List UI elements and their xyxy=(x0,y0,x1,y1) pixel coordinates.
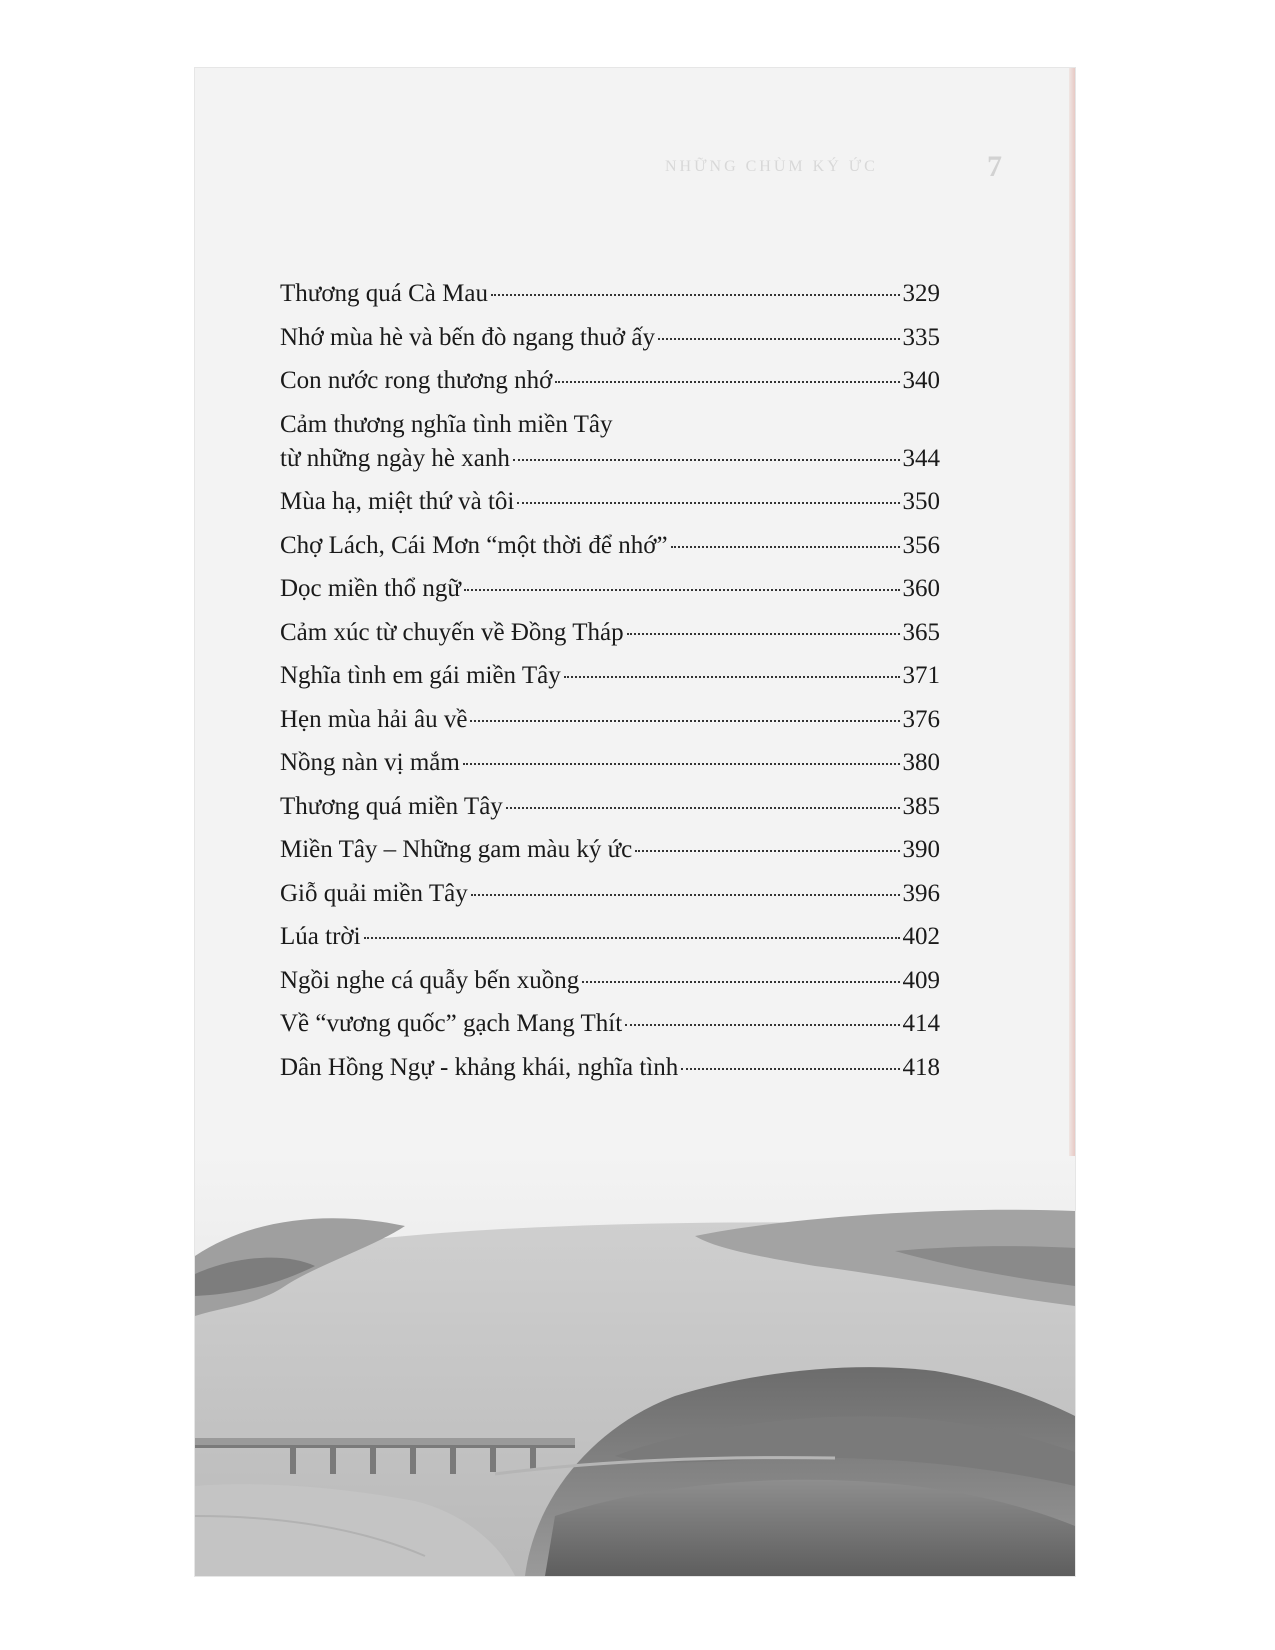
toc-entry xyxy=(280,365,940,397)
toc-entry-page: 350 xyxy=(902,488,940,515)
book-page xyxy=(195,68,1075,1576)
dot-leader xyxy=(464,589,900,591)
toc-entry-title: Hẹn mùa hải âu về xyxy=(280,705,468,733)
toc-entry xyxy=(280,322,940,354)
toc-entry-page: 390 xyxy=(902,836,940,863)
toc-entry-title-line2: từ những ngày hè xanh xyxy=(280,444,510,472)
toc-entry-title: Nghĩa tình em gái miền Tây xyxy=(280,662,561,689)
toc-entry-title: Ngồi nghe cá quẫy bến xuồng xyxy=(280,966,580,994)
toc-entry xyxy=(280,791,940,823)
toc-entry xyxy=(280,573,940,605)
toc-entry xyxy=(280,965,940,997)
toc-entry-title: Cảm xúc từ chuyến về Đồng Tháp xyxy=(280,618,624,646)
toc-entry-page: 335 xyxy=(902,323,940,351)
toc-entry xyxy=(280,747,940,779)
toc-entry-title: Miền Tây – Những gam màu ký ức xyxy=(280,836,633,863)
dot-leader xyxy=(564,676,900,678)
dot-leader xyxy=(470,720,899,722)
toc-entry-title-continued xyxy=(280,443,940,475)
toc-entry-page: 360 xyxy=(902,575,940,602)
toc-entry-title: Nhớ mùa hè và bến đò ngang thuở ấy xyxy=(280,323,655,351)
dot-leader xyxy=(463,763,900,765)
toc-entry xyxy=(280,1008,940,1040)
toc-entry-title: Thương quá miền Tây xyxy=(280,792,503,820)
toc-entry xyxy=(280,834,940,866)
toc-entry-page: 371 xyxy=(902,662,940,689)
toc-entry-page: 409 xyxy=(902,966,940,994)
dot-leader xyxy=(671,546,900,548)
toc-entry-page: 329 xyxy=(902,280,940,307)
dot-leader xyxy=(471,894,900,896)
toc-entry-page: 344 xyxy=(902,444,940,472)
dot-leader xyxy=(625,1024,899,1026)
dot-leader xyxy=(681,1068,899,1070)
toc-entry-page: 418 xyxy=(902,1053,940,1081)
toc-entry-title: Chợ Lách, Cái Mơn “một thời để nhớ” xyxy=(280,531,668,559)
toc-entry xyxy=(280,409,940,475)
toc-entry xyxy=(280,921,940,953)
toc-entry xyxy=(280,617,940,649)
toc-entry xyxy=(280,704,940,736)
toc-entry xyxy=(280,660,940,692)
toc-entry-title: Lúa trời xyxy=(280,923,361,950)
toc-entry-page: 396 xyxy=(902,879,940,907)
running-header: NHỮNG CHÙM KÝ ỨC xyxy=(665,158,878,175)
toc-entry-title: Về “vương quốc” gạch Mang Thít xyxy=(280,1010,623,1037)
toc-entry-title: Cảm thương nghĩa tình miền Tây xyxy=(280,410,613,438)
toc-entry-page: 402 xyxy=(902,923,940,950)
toc-entry-page: 340 xyxy=(902,367,940,394)
toc-entry-title: Mùa hạ, miệt thứ và tôi xyxy=(280,488,515,515)
dot-leader xyxy=(635,850,899,852)
dot-leader xyxy=(506,807,900,809)
dot-leader xyxy=(364,937,900,939)
toc-entry xyxy=(280,530,940,562)
toc-entry-page: 380 xyxy=(902,749,940,776)
toc-entry-title: Dọc miền thổ ngữ xyxy=(280,575,461,602)
toc-entry-page: 414 xyxy=(902,1010,940,1037)
toc-entry-page: 376 xyxy=(902,705,940,733)
dot-leader xyxy=(582,981,899,983)
river-landscape-image xyxy=(195,1156,1075,1576)
toc-entry-title: Dân Hồng Ngự - khảng khái, nghĩa tình xyxy=(280,1053,679,1081)
dot-leader xyxy=(627,633,900,635)
dot-leader xyxy=(517,502,899,504)
dot-leader xyxy=(491,294,900,296)
toc-entry-title: Thương quá Cà Mau xyxy=(280,280,488,307)
toc-entry-title: Con nước rong thương nhớ xyxy=(280,367,553,394)
toc-entry-page: 356 xyxy=(902,531,940,559)
toc-entry xyxy=(280,486,940,518)
toc-entry xyxy=(280,278,940,310)
toc-entry-page: 365 xyxy=(902,618,940,646)
dot-leader xyxy=(513,459,900,461)
toc-entry-page: 385 xyxy=(902,792,940,820)
dot-leader xyxy=(555,381,899,383)
table-of-contents xyxy=(280,278,940,1095)
dot-leader xyxy=(658,338,900,340)
toc-entry-title: Nồng nàn vị mắm xyxy=(280,749,460,776)
toc-entry xyxy=(280,878,940,910)
toc-entry-title: Giỗ quải miền Tây xyxy=(280,879,468,907)
page-number: 7 xyxy=(987,150,1002,183)
toc-entry xyxy=(280,1052,940,1084)
